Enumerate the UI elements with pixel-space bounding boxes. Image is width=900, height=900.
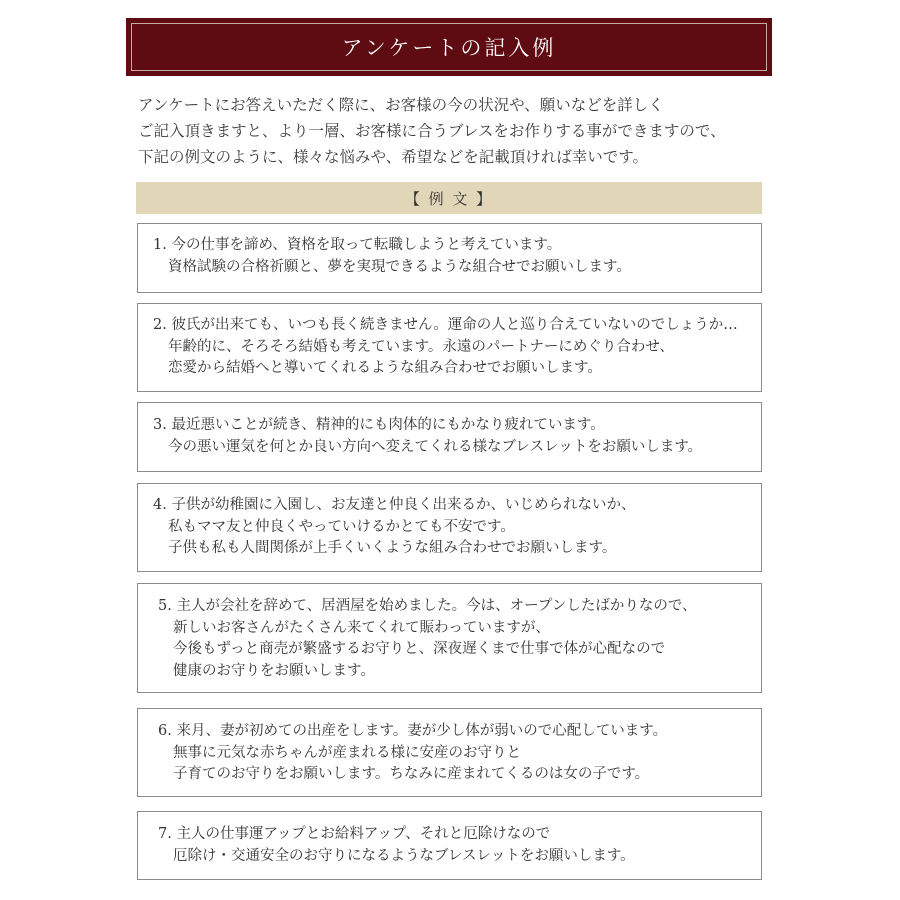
example-line: 子供も私も人間関係が上手くいくような組み合わせでお願いします。 [168,540,617,556]
example-line: 1. 今の仕事を諦め、資格を取って転職しようと考えています。 [153,237,562,253]
intro-line: アンケートにお答えいただく際に、お客様の今の状況や、願いなどを詳しく [138,96,664,114]
example-box-4 [137,483,762,572]
intro-line: ご記入頂きますと、より一層、お客様に合うブレスをお作りする事ができますので、 [138,122,726,140]
example-line: 3. 最近悪いことが続き、精神的にも肉体的にもかなり疲れています。 [153,417,605,433]
example-line: 健康のお守りをお願いします。 [173,662,375,679]
example-line: 2. 彼氏が出来ても、いつも長く続きません。運命の人と巡り合えていないのでしょうか… [153,317,738,333]
example-box-3 [137,402,762,472]
example-line: 私もママ友と仲良くやっていけるかとても不安です。 [168,518,515,535]
example-box-7 [137,811,762,880]
example-line: 6. 来月、妻が初めての出産をします。妻が少し体が弱いので心配しています。 [158,723,668,739]
intro-text [138,92,778,170]
page-header [126,18,772,76]
example-line: 今の悪い運気を何とか良い方向へ変えてくれる様なブレスレットをお願いします。 [168,438,703,455]
example-line: 今後もずっと商売が繁盛するお守りと、深夜遅くまで仕事で体が心配なので [173,641,666,657]
example-line: 新しいお客さんがたくさん来てくれて賑わっていますが、 [173,619,550,636]
example-box-2 [137,303,762,392]
example-line: 年齢的に、そろそろ結婚も考えています。永遠のパートナーにめぐり合わせ、 [168,338,674,355]
example-box-1 [137,223,762,293]
header-frame [131,23,767,71]
section-heading-bar [136,182,762,214]
example-line: 7. 主人の仕事運アップとお給料アップ、それと厄除けなので [158,826,551,842]
example-line: 5. 主人が会社を辞めて、居酒屋を始めました。今は、オープンしたばかりなので、 [158,598,697,614]
example-box-5 [137,583,762,693]
example-line: 恋愛から結婚へと導いてくれるような組み合わせでお願いします。 [168,360,602,376]
example-line: 厄除け・交通安全のお守りになるようなブレスレットをお願いします。 [173,847,635,864]
intro-line: 下記の例文のように、様々な悩みや、希望などを記載頂ければ幸いです。 [138,148,648,166]
example-line: 資格試験の合格祈願と、夢を実現できるような組合せでお願いします。 [168,258,631,275]
page-title: アンケートの記入例 [341,36,557,60]
example-line: 子育てのお守りをお願いします。ちなみに産まれてくるのは女の子です。 [173,766,650,782]
example-line: 無事に元気な赤ちゃんが産まれる様に安産のお守りと [173,744,521,761]
section-title: 【 例 文 】 [404,189,494,208]
example-line: 4. 子供が幼稚園に入園し、お友達と仲良く出来るか、いじめられないか、 [153,497,636,513]
example-box-6 [137,708,762,797]
